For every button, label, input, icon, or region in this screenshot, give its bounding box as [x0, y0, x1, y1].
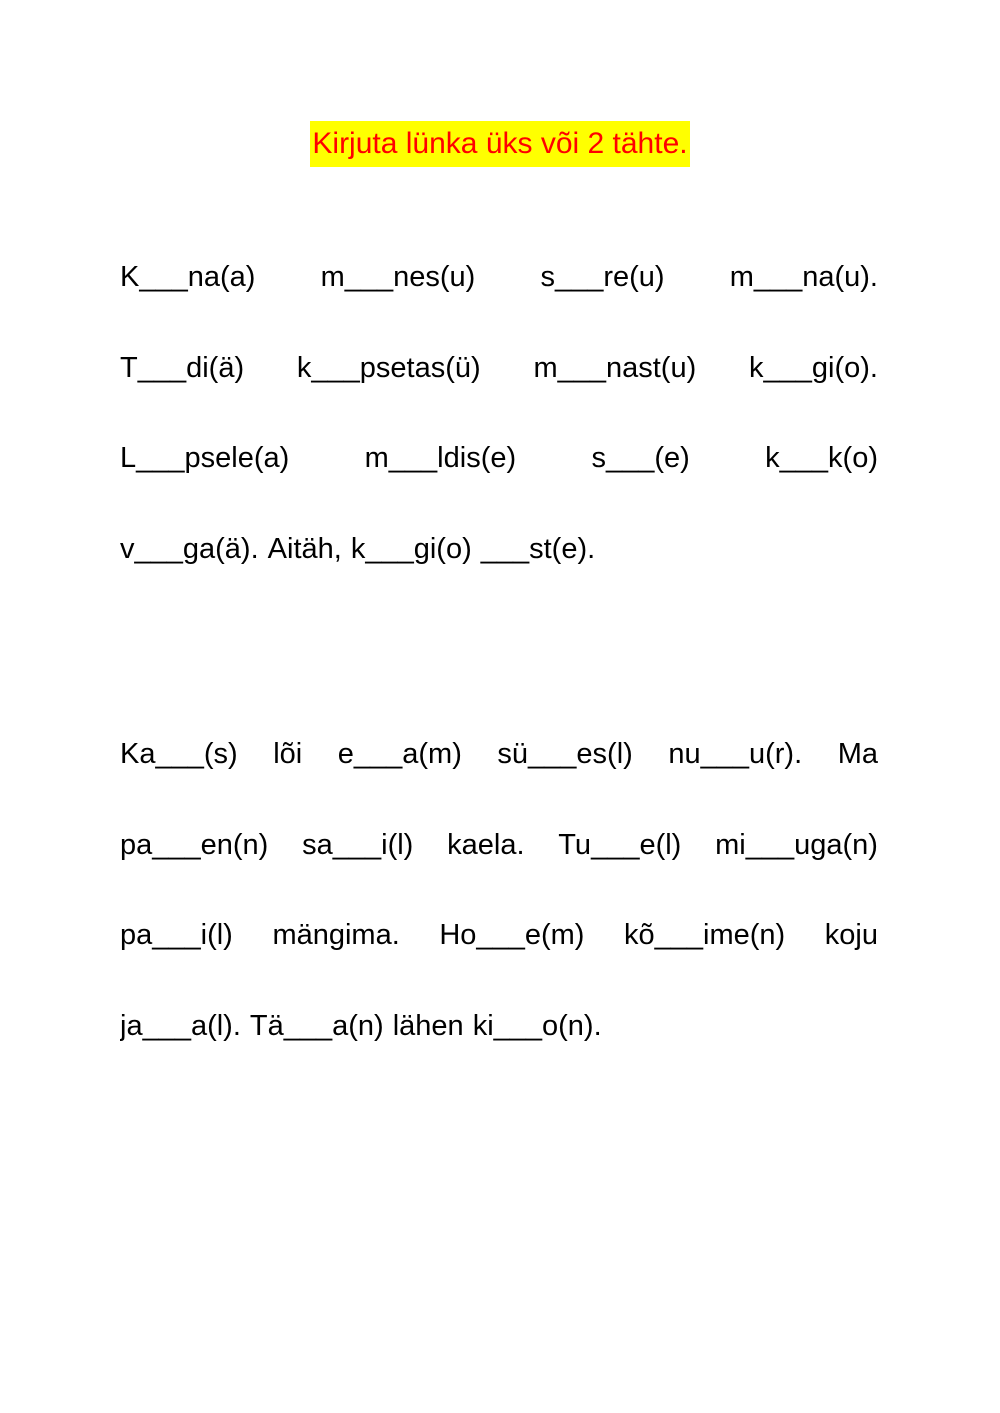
word: m___ldis(e): [364, 442, 517, 474]
word: T___di(ä): [120, 351, 245, 384]
word: k___psetas(ü): [296, 351, 481, 384]
word: pa___en(n): [120, 828, 269, 861]
word: L___psele(a): [120, 442, 290, 474]
text-line: [120, 529, 878, 620]
word: Ho___e(m): [439, 919, 585, 951]
exercise-paragraph-2: [120, 734, 878, 1096]
word: ___st(e).: [480, 532, 596, 565]
text-line: [120, 438, 878, 529]
word: Ma: [837, 738, 878, 770]
word: K___na(a): [120, 261, 256, 293]
page-title: Kirjuta lünka üks või 2 tähte.: [310, 121, 689, 167]
text-line: [120, 1006, 878, 1097]
word: k___gi(o): [350, 532, 472, 565]
word: mängima.: [272, 919, 400, 951]
word: k___gi(o).: [749, 351, 878, 384]
text-line: [120, 348, 878, 439]
text-line: [120, 825, 878, 916]
word: Tu___e(l): [558, 828, 682, 861]
text-line: [120, 734, 878, 825]
word: ja___a(l).: [120, 1009, 241, 1042]
word: nu___u(r).: [668, 738, 803, 770]
word: kõ___ime(n): [624, 919, 786, 951]
word: sü___es(l): [497, 738, 633, 770]
word: sa___i(l): [302, 828, 414, 861]
word: kaela.: [447, 828, 525, 861]
word: k___k(o): [765, 442, 878, 474]
word: e___a(m): [337, 738, 462, 770]
word: v___ga(ä).: [120, 532, 259, 565]
word: m___na(u).: [729, 261, 878, 293]
word: pa___i(l): [120, 919, 233, 951]
word: mi___uga(n): [715, 828, 878, 861]
word: Aitäh,: [267, 532, 342, 565]
title-container: [0, 121, 1000, 167]
word: s___re(u): [540, 261, 665, 293]
word: s___(e): [591, 442, 690, 474]
text-line: [120, 915, 878, 1006]
word: m___nes(u): [320, 261, 476, 293]
word: m___nast(u): [533, 351, 697, 384]
word: ki___o(n).: [472, 1009, 602, 1042]
text-line: [120, 257, 878, 348]
word: lähen: [392, 1009, 464, 1042]
word: Tä___a(n): [249, 1009, 384, 1042]
word: lõi: [273, 738, 303, 770]
word: Ka___(s): [120, 738, 238, 770]
word: koju: [824, 919, 878, 951]
exercise-paragraph-1: [120, 257, 878, 619]
